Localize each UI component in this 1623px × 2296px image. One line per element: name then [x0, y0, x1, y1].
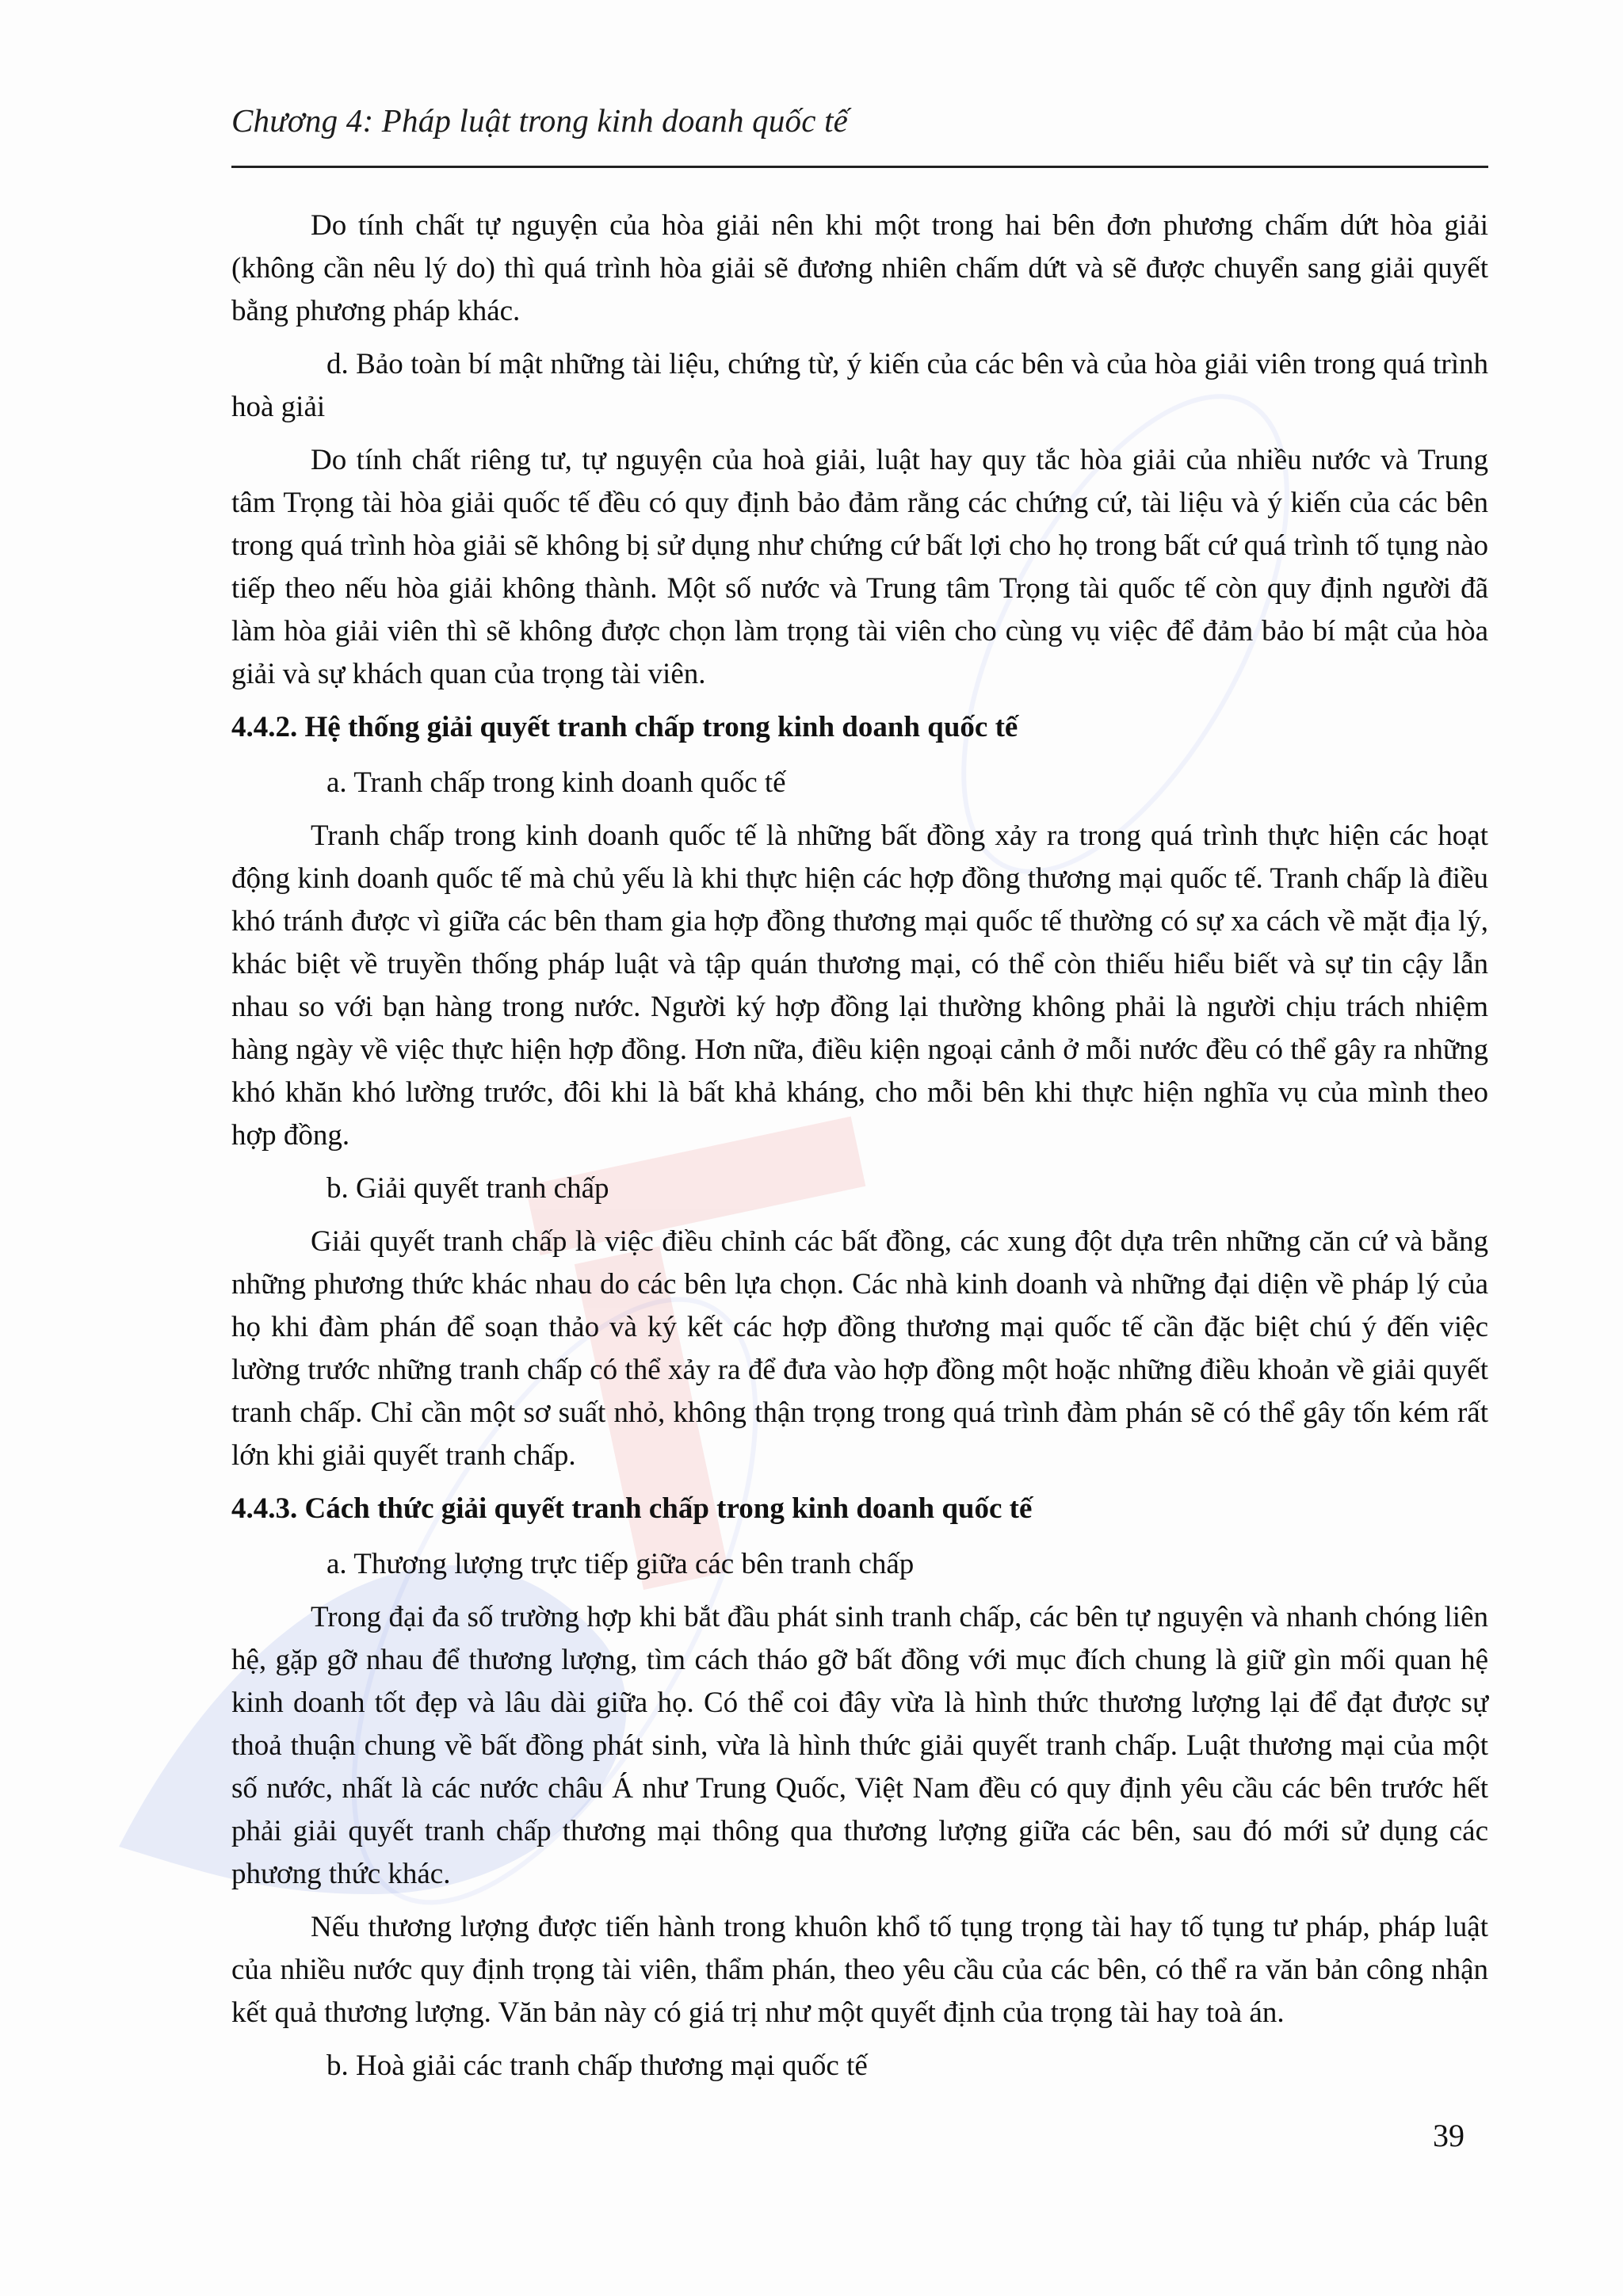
paragraph: Tranh chấp trong kinh doanh quốc tế là những bất đồng xảy ra trong quá trình thực hiện các hoạt động kinh doanh quốc tế mà chủ yếu là khi thực hiện các hợp đồng thương mại quốc tế. Tranh chấp là điều khó tránh được vì giữa các bên tham gia hợp đồng thương mại quốc tế thường có sự xa cách về mặt địa lý, khác biệt về truyền thống pháp luật và tập quán thương mại, có thể còn thiếu hiểu biết và sự tin cậy lẫn nhau so với bạn hàng trong nước. Người ký hợp đồng lại thường không phải là người chịu trách nhiệm hàng ngày về việc thực hiện hợp đồng. Hơn nữa, điều kiện ngoại cảnh ở mỗi nước đều có thể gây ra những khó khăn khó lường trước, đôi khi là bất khả kháng, cho mỗi bên khi thực hiện nghĩa vụ của mình theo hợp đồng.: [231, 819, 1488, 1152]
subsection-heading: a. Thương lượng trực tiếp giữa các bên tranh chấp: [327, 1548, 915, 1580]
header-divider: [231, 166, 1488, 168]
subsection-heading: b. Hoà giải các tranh chấp thương mại quốc tế: [327, 2050, 868, 2082]
document-body: [231, 204, 1488, 2098]
paragraph: Nếu thương lượng được tiến hành trong khuôn khổ tố tụng trọng tài hay tố tụng tư pháp, pháp luật của nhiều nước quy định trọng tài viên, thẩm phán, theo yêu cầu của các bên, có thể ra văn bản công nhận kết quả thương lượng. Văn bản này có giá trị như một quyết định của trọng tài hay toà án.: [231, 1911, 1488, 2029]
paragraph: Trong đại đa số trường hợp khi bắt đầu phát sinh tranh chấp, các bên tự nguyện và nhanh chóng liên hệ, gặp gỡ nhau để thương lượng, tìm cách tháo gỡ bất đồng với mục đích chung là giữ gìn mối quan hệ kinh doanh tốt đẹp và lâu dài giữa họ. Có thể coi đây vừa là hình thức thương lượng lại để đạt được sự thoả thuận chung về bất đồng phát sinh, vừa là hình thức giải quyết tranh chấp. Luật thương mại của một số nước, nhất là các nước châu Á như Trung Quốc, Việt Nam đều có quy định yêu cầu các bên trước hết phải giải quyết tranh chấp thương mại thông qua thương lượng giữa các bên, sau đó mới sử dụng các phương thức khác.: [231, 1601, 1488, 1890]
paragraph: Giải quyết tranh chấp là việc điều chỉnh các bất đồng, các xung đột dựa trên những căn cứ và bằng những phương thức khác nhau do các bên lựa chọn. Các nhà kinh doanh và những đại diện về pháp lý của họ khi đàm phán để soạn thảo và ký kết các hợp đồng thương mại quốc tế cần đặc biệt chú ý đến việc lường trước những tranh chấp có thể xảy ra để đưa vào hợp đồng một hoặc những điều khoản về giải quyết tranh chấp. Chỉ cần một sơ suất nhỏ, không thận trọng trong quá trình đàm phán sẽ có thể gây tốn kém rất lớn khi giải quyết tranh chấp.: [231, 1225, 1488, 1472]
subsection-heading: d. Bảo toàn bí mật những tài liệu, chứng từ, ý kiến của các bên và của hòa giải viên trong quá trình hoà giải: [231, 348, 1488, 423]
subsection-heading: b. Giải quyết tranh chấp: [327, 1172, 609, 1205]
subsection-heading: a. Tranh chấp trong kinh doanh quốc tế: [327, 766, 786, 799]
section-heading: 4.4.3. Cách thức giải quyết tranh chấp trong kinh doanh quốc tế: [231, 1492, 1033, 1525]
paragraph: Do tính chất tự nguyện của hòa giải nên khi một trong hai bên đơn phương chấm dứt hòa giải (không cần nêu lý do) thì quá trình hòa giải sẽ đương nhiên chấm dứt và sẽ được chuyển sang giải quyết bằng phương pháp khác.: [231, 209, 1488, 327]
paragraph: Do tính chất riêng tư, tự nguyện của hoà giải, luật hay quy tắc hòa giải của nhiều nước và Trung tâm Trọng tài hòa giải quốc tế đều có quy định bảo đảm rằng các chứng cứ, tài liệu và ý kiến của các bên trong quá trình hòa giải sẽ không bị sử dụng như chứng cứ bất lợi cho họ trong bất cứ quá trình tố tụng nào tiếp theo nếu hòa giải không thành. Một số nước và Trung tâm Trọng tài quốc tế còn quy định người đã làm hòa giải viên thì sẽ không được chọn làm trọng tài viên cho cùng vụ việc để đảm bảo bí mật của hòa giải và sự khách quan của trọng tài viên.: [231, 444, 1488, 690]
page-number: 39: [1433, 2118, 1465, 2153]
section-heading: 4.4.2. Hệ thống giải quyết tranh chấp trong kinh doanh quốc tế: [231, 711, 1018, 743]
running-header: Chương 4: Pháp luật trong kinh doanh quốc tế: [231, 102, 849, 139]
